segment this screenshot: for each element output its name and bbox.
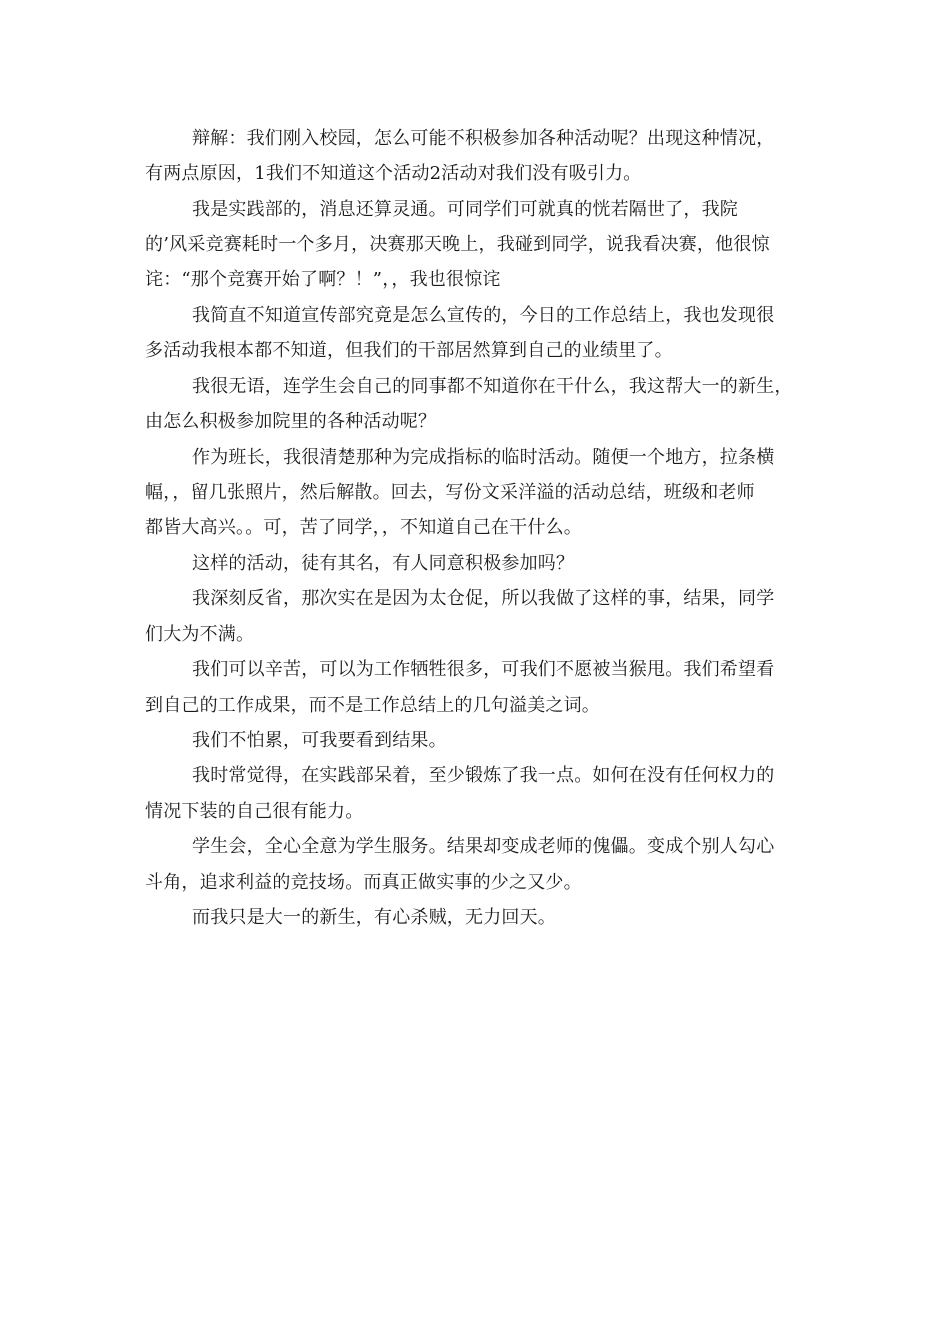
text-line: 我时常觉得，在实践部呆着，至少锻炼了我一点。如何在没有任何权力的 bbox=[192, 765, 775, 786]
text-line: 我们不怕累，可我要看到结果。 bbox=[192, 730, 447, 751]
text-line: 而我只是大一的新生，有心杀贼，无力回天。 bbox=[192, 907, 556, 928]
text-line: 幅，，留几张照片，然后解散。回去，写份文采洋溢的活动总结，班级和老师 bbox=[145, 482, 755, 503]
text-line: 们大为不满。 bbox=[145, 624, 255, 645]
text-line: 辩解：我们刚入校园，怎么可能不积极参加各种活动呢？出现这种情况， bbox=[192, 128, 775, 149]
text-line: 都皆大高兴。。可，苦了同学，，不知道自己在干什么。 bbox=[145, 517, 582, 538]
text-line: 我们可以辛苦，可以为工作牺牲很多，可我们不愿被当猴甩。我们希望看 bbox=[192, 659, 775, 680]
text-line: 由怎么积极参加院里的各种活动呢？ bbox=[145, 411, 437, 432]
text-line: 学生会，全心全意为学生服务。结果却变成老师的傀儡。变成个别人勾心 bbox=[192, 836, 775, 857]
text-line: 斗角，追求利益的竞技场。而真正做实事的少之又少。 bbox=[145, 872, 582, 893]
text-line: 我简直不知道宣传部究竟是怎么宣传的，今日的工作总结上，我也发现很 bbox=[192, 305, 775, 326]
text-line: 情况下装的自己很有能力。 bbox=[145, 801, 364, 822]
text-line: 我是实践部的，消息还算灵通。可同学们可就真的恍若隔世了，我院 bbox=[192, 199, 738, 220]
text-line: 我深刻反省，那次实在是因为太仓促，所以我做了这样的事，结果，同学 bbox=[192, 588, 775, 609]
text-line: 作为班长，我很清楚那种为完成指标的临时活动。随便一个地方，拉条横 bbox=[192, 447, 775, 468]
text-line: 到自己的工作成果，而不是工作总结上的几句溢美之词。 bbox=[145, 695, 600, 716]
text-line: 有两点原因，1我们不知道这个活动2活动对我们没有吸引力。 bbox=[145, 163, 642, 184]
text-line: 这样的活动，徒有其名，有人同意积极参加吗？ bbox=[192, 553, 575, 574]
text-line: 多活动我根本都不知道，但我们的干部居然算到自己的业绩里了。 bbox=[145, 340, 673, 361]
text-line: 诧：“那个竞赛开始了啊？！”，，我也很惊诧 bbox=[145, 269, 501, 290]
text-line: 的’风采竞赛耗时一个多月，决赛那天晚上，我碰到同学，说我看决赛，他很惊 bbox=[145, 234, 770, 255]
text-line: 我很无语，连学生会自己的同事都不知道你在干什么，我这帮大一的新生， bbox=[192, 376, 793, 397]
